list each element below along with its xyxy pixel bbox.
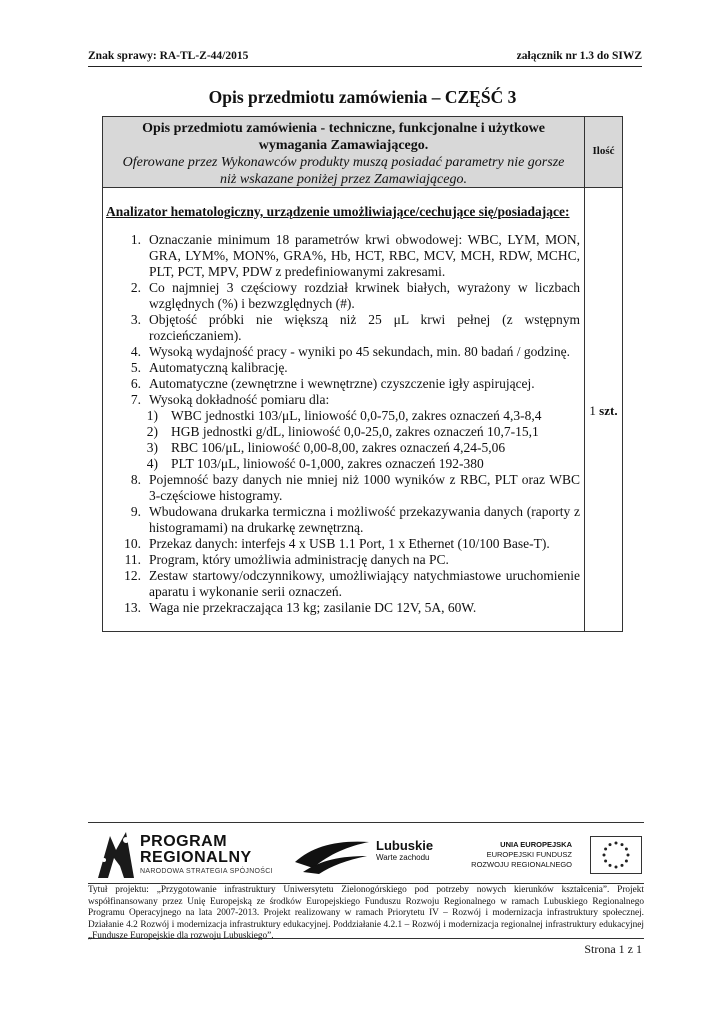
quantity-header: Ilość [592, 145, 615, 157]
page-header [88, 50, 642, 67]
sub-list-item: 4) PLT 103/μL, liniowość 0-1,000, zakres oznaczeń 192-380 [146, 456, 484, 471]
header-line-1: Opis przedmiotu zamówienia - techniczne, funkcjonalne i użytkowe [142, 121, 545, 136]
page-number: Strona 1 z 1 [584, 942, 642, 956]
document-title: Opis przedmiotu zamówienia – CZĘŚĆ 3 [208, 87, 517, 107]
list-item: 7. Wysoką dokładność pomiaru dla: [130, 392, 330, 407]
list-item: 1. Oznaczanie minimum 18 parametrów krwi obwodowej: WBC, LYM, MON, GRA, LYM%, MON%, GRA%, Hb, HCT, RBC, MCV, MCH, RDW, MCHC, PLT, PCT, MPV, PDW z predefiniowanymi zakresami. [130, 232, 580, 279]
table-header [103, 120, 584, 188]
case-reference: Znak sprawy: RA-TL-Z-44/2015 [88, 50, 249, 62]
list-item: 6. Automatyczne (zewnętrzne i wewnętrzne) czyszczenie igły aspirującej. [130, 376, 535, 391]
eu-text: UNIA EUROPEJSKA EUROPEJSKI FUNDUSZ ROZWOJU REGIONALNEGO [471, 840, 572, 869]
requirements-list [103, 232, 584, 616]
header-line-2: wymagania Zamawiającego. [258, 138, 429, 153]
list-item: 5. Automatyczną kalibrację. [130, 360, 288, 375]
lubuskie-text: Lubuskie Warte zachodu [376, 838, 434, 862]
attachment-label: załącznik nr 1.3 do SIWZ [516, 50, 642, 62]
list-item: 12. Zestaw startowy/odczynnikowy, umożliwiający natychmiastowe uruchomienie aparatu i wykonanie serii oznaczeń. [124, 568, 580, 599]
sub-list-item: 3) RBC 106/μL, liniowość 0,00-8,00, zakres oznaczeń 4,24-5,06 [146, 440, 506, 455]
header-line-3: Oferowane przez Wykonawców produkty muszą posiadać parametry nie gorsze [122, 155, 565, 170]
specification-table [102, 116, 623, 632]
list-item: 9. Wbudowana drukarka termiczna i możliwość przekazywania danych (raporty z histogramami) na drukarkę zewnętrzną. [130, 504, 580, 535]
quantity-value [584, 403, 623, 419]
eu-flag-icon [590, 836, 642, 874]
list-item: 3. Objętość próbki nie większą niż 25 μL krwi pełnej (z wstępnym rozcieńczaniem). [130, 312, 580, 343]
quantity-unit: szt. [599, 403, 618, 418]
list-item: 8. Pojemność bazy danych nie mniej niż 1000 wyników z RBC, PLT oraz WBC 3-częściowe histogramy. [130, 472, 580, 503]
funding-logos [88, 828, 644, 884]
header-line-4: niż wskazane poniżej przez Zamawiającego. [220, 172, 467, 187]
list-item: 13. Waga nie przekraczająca 13 kg; zasilanie DC 12V, 5A, 60W. [124, 600, 477, 615]
program-regionalny-text: PROGRAM REGIONALNY NARODOWA STRATEGIA SPÓJNOŚCI [140, 833, 273, 875]
sub-list-item: 1) WBC jednostki 103/μL, liniowość 0,0-75,0, zakres oznaczeń 4,3-8,4 [146, 408, 542, 423]
list-item: 4. Wysoką wydajność pracy - wyniki po 45 sekundach, min. 80 badań / godzinę. [130, 344, 570, 359]
lubuskie-logo-icon [293, 832, 373, 876]
project-description: Tytuł projektu: „Przygotowanie infrastruktury Uniwersytetu Zielonogórskiego pod potrzeby nowych kierunków kształcenia”. Projekt współfinansowany przez Unię Europejską ze środków Europejskiego Funduszu Rozwoju Regionalnego w ramach Lubuskiego Regionalnego Programu Operacyjnego na lata 2007-2013. Projekt realizowany w ramach Priorytetu IV – Rozwój i modernizacja infrastruktury społecznej. Działanie 4.2 Rozwój i modernizacja infrastruktury edukacyjnej. Poddziałanie 4.2.1 – Rozwój i modernizacja regionalnej infrastruktury edukacyjnej „Fundusze Europejskie dla rozwoju Lubuskiego”. [88, 885, 644, 941]
list-item: 11. Program, który umożliwia administrację danych na PC. [124, 552, 449, 567]
quantity-number: 1 [589, 403, 596, 418]
section-title: Analizator hematologiczny, urządzenie umożliwiające/cechujące się/posiadające: [106, 204, 570, 219]
program-regionalny-logo-icon [96, 830, 136, 880]
sub-list-item: 2) HGB jednostki g/dL, liniowość 0,0-25,0, zakres oznaczeń 10,7-15,1 [146, 424, 539, 439]
list-item: 2. Co najmniej 3 częściowy rozdział krwinek białych, wyrażony w liczbach względnych (%) i bezwzględnych (#). [130, 280, 580, 311]
list-item: 10. Przekaz danych: interfejs 4 x USB 1.1 Port, 1 x Ethernet (10/100 Base-T). [124, 536, 550, 551]
